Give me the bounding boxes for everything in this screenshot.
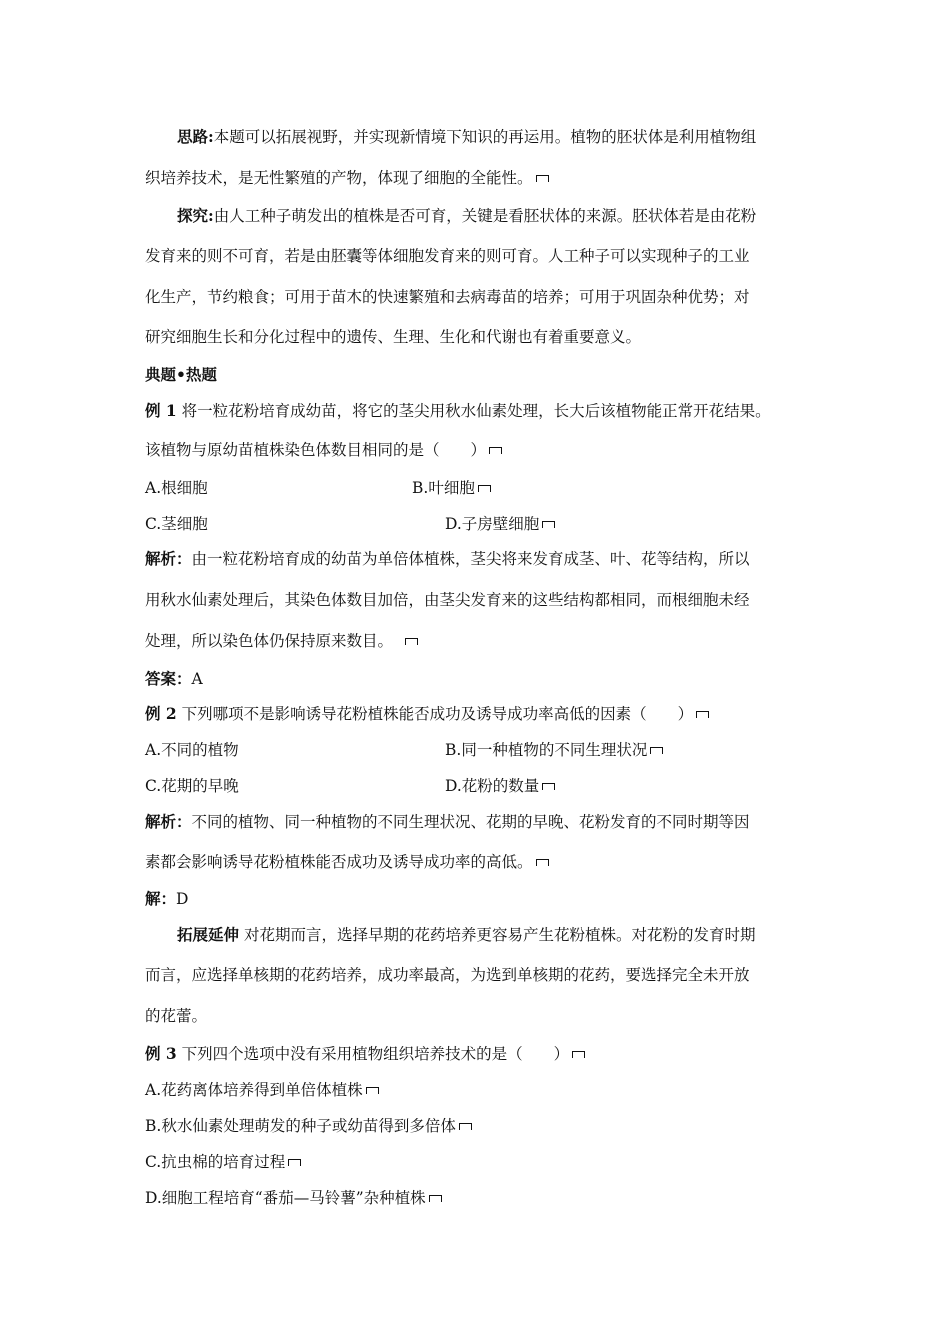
example-2-option-a: A.不同的植物 <box>145 741 239 759</box>
explore-label: 探究: <box>177 206 214 225</box>
explore-line-1: 探究:由人工种子萌发出的植株是否可育，关键是看胚状体的来源。胚状体若是由花粉 <box>177 206 757 225</box>
example-3-question: 例 3 下列四个选项中没有采用植物组织培养技术的是（ ） <box>145 1044 585 1064</box>
explore-line-3: 化生产，节约粮食；可用于苗木的快速繁殖和去病毒苗的培养；可用于巩固杂种优势；对 <box>145 288 750 306</box>
paragraph-mark-icon <box>572 1051 585 1058</box>
paragraph-mark-icon <box>459 1123 472 1130</box>
example-2-option-c: C.花期的早晚 <box>145 777 239 795</box>
paragraph-mark-icon <box>288 1159 301 1166</box>
example-1-label: 例 1 <box>145 401 177 420</box>
thinking-label: 思路: <box>177 127 214 146</box>
paragraph-mark-icon <box>429 1195 442 1202</box>
example-1-analysis-line-1: 解析：由一粒花粉培育成的幼苗为单倍体植株，茎尖将来发育成茎、叶、花等结构，所以 <box>145 549 750 568</box>
example-3-label: 例 3 <box>145 1044 177 1063</box>
analysis-label: 解析： <box>145 812 192 831</box>
example-1-analysis-line-2: 用秋水仙素处理后，其染色体数目加倍，由茎尖发育来的这些结构都相同，而根细胞未经 <box>145 591 750 609</box>
example-1-question-line-2: 该植物与原幼苗植株染色体数目相同的是（ ） <box>145 440 502 460</box>
example-1-answer: 答案：A <box>145 669 203 688</box>
paragraph-mark-icon <box>542 783 555 790</box>
example-3-option-a: A.花药离体培养得到单倍体植株 <box>145 1080 379 1100</box>
paragraph-mark-icon <box>366 1087 379 1094</box>
extension-line-2: 而言，应选择单核期的花药培养，成功率最高，为选到单核期的花药，要选择完全未开放 <box>145 966 750 984</box>
paragraph-mark-icon <box>536 175 549 182</box>
extension-line-3: 的花蕾。 <box>145 1007 208 1025</box>
extension-label: 拓展延伸 <box>177 925 240 944</box>
example-1-question-line-1: 例 1 将一粒花粉培育成幼苗，将它的茎尖用秋水仙素处理，长大后该植物能正常开花结果。 <box>145 401 771 420</box>
paragraph-mark-icon <box>650 747 663 754</box>
example-1-analysis-line-3: 处理，所以染色体仍保持原来数目。 <box>145 631 418 651</box>
example-3-option-d: D.细胞工程培育“番茄—马铃薯”杂种植株 <box>145 1188 442 1208</box>
paragraph-mark-icon <box>478 485 491 492</box>
example-1-option-c: C.茎细胞 <box>145 515 208 533</box>
paragraph-mark-icon <box>405 638 418 645</box>
section-title: 典题•热题 <box>145 365 217 384</box>
answer-label: 解： <box>145 889 177 908</box>
thinking-line-1: 思路:本题可以拓展视野，并实现新情境下知识的再运用。植物的胚状体是利用植物组 <box>177 127 757 146</box>
example-2-label: 例 2 <box>145 704 177 723</box>
example-2-analysis-line-1: 解析：不同的植物、同一种植物的不同生理状况、花期的早晚、花粉发育的不同时期等因 <box>145 812 750 831</box>
paragraph-mark-icon <box>696 711 709 718</box>
extension-line-1: 拓展延伸 对花期而言，选择早期的花药培养更容易产生花粉植株。对花粉的发育时期 <box>177 925 756 944</box>
analysis-label: 解析： <box>145 549 192 568</box>
answer-label: 答案： <box>145 669 192 688</box>
example-2-analysis-line-2: 素都会影响诱导花粉植株能否成功及诱导成功率的高低。 <box>145 852 549 872</box>
example-3-option-c: C.抗虫棉的培育过程 <box>145 1152 301 1172</box>
example-2-option-b: B.同一种植物的不同生理状况 <box>445 740 663 760</box>
thinking-line-2: 织培养技术，是无性繁殖的产物，体现了细胞的全能性。 <box>145 168 549 188</box>
example-2-answer: 解：D <box>145 889 189 908</box>
example-2-question: 例 2 下列哪项不是影响诱导花粉植株能否成功及诱导成功率高低的因素（ ） <box>145 704 709 724</box>
paragraph-mark-icon <box>536 859 549 866</box>
example-3-option-b: B.秋水仙素处理萌发的种子或幼苗得到多倍体 <box>145 1116 472 1136</box>
example-1-option-a: A.根细胞 <box>145 479 208 497</box>
paragraph-mark-icon <box>489 447 502 454</box>
example-1-option-b: B.叶细胞 <box>412 478 491 498</box>
explore-line-4: 研究细胞生长和分化过程中的遗传、生理、生化和代谢也有着重要意义。 <box>145 328 642 346</box>
example-1-option-d: D.子房壁细胞 <box>445 514 555 534</box>
example-2-option-d: D.花粉的数量 <box>445 776 555 796</box>
explore-line-2: 发育来的则不可育，若是由胚囊等体细胞发育来的则可育。人工种子可以实现种子的工业 <box>145 247 750 265</box>
paragraph-mark-icon <box>542 521 555 528</box>
